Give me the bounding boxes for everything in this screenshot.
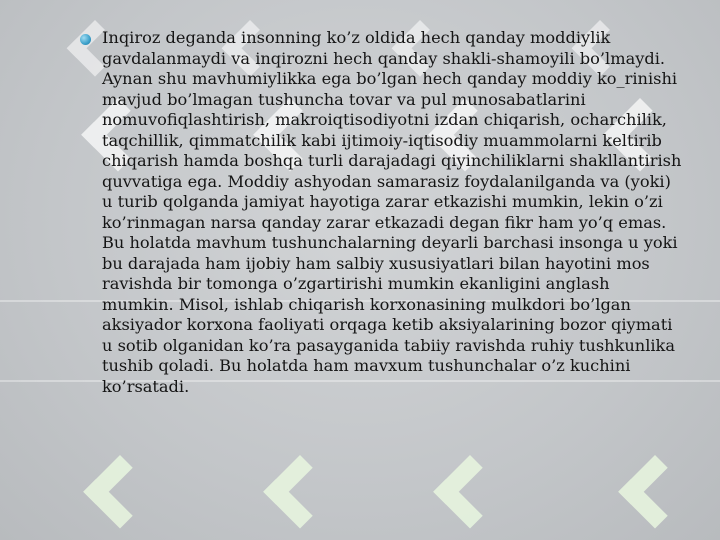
bullet-dot-icon <box>80 34 91 45</box>
body-paragraph: Inqiroz deganda insonning ko’z oldida hech qanday moddiylik gavdalanmaydi va inqirozni hech qanday shakli-shamoyili bo’lmaydi. Aynan shu mavhumiylikka ega bo’lgan hech qanday moddiy ko_rinishi mavjud bo’lmagan tushuncha tovar va pul munosabatlarini nomuvofiqlashtirish, makroiqtisodiyotni izdan chiqarish, ocharchilik, taqchillik, qimmatchilik kabi ijtimoiy-iqtisodiy muammolarni keltirib chiqarish hamda boshqa turli darajadagi qiyinchiliklarni shakllantirish quvvatiga ega. Moddiy ashyodan samarasiz foydalanilganda va (yoki) u turib qolganda jamiyat hayotiga zarar etkazishi mumkin, lekin o’zi ko’rinmagan narsa qanday zarar etkazadi degan fikr ham yo’q emas. Bu holatda mavhum tushunchalarning deyarli barchasi insonga u yoki bu darajada ham ijobiy ham salbiy xususiyatlari bilan hayotini mos ravishda bir tomonga o’zgartirishi mumkin ekanligini anglash mumkin. Misol, ishlab chiqarish korxonasining mulkdori bo’lgan aksiyador korxona faoliyati orqaga ketib aksiyalarining bozor qiymati u sotib olganidan ko’ra pasayganida tabiiy ravishda ruhiy tushkunlika tushib qoladi. Bu holatda ham mavxum tushunchalar o’z kuchini ko’rsatadi. <box>102 28 682 396</box>
slide-body <box>82 28 682 397</box>
watermark-arrow-icon <box>83 455 157 529</box>
watermark-arrow-icon <box>618 455 692 529</box>
watermark-arrow-icon <box>433 455 507 529</box>
watermark-arrow-icon <box>263 455 337 529</box>
